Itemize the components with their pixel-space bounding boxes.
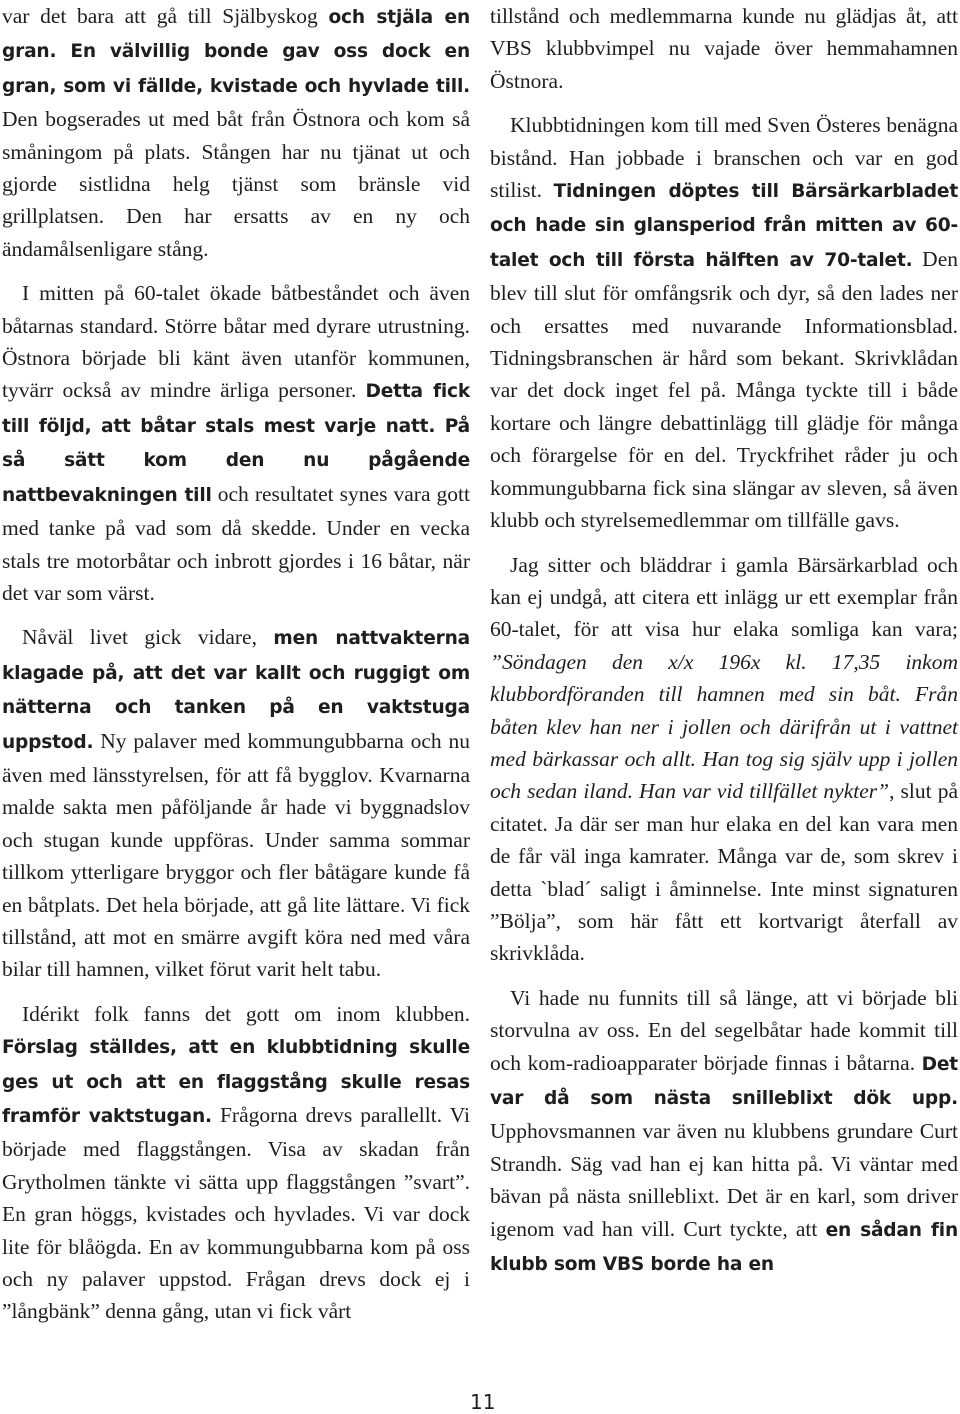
body-text: Nåväl livet gick vidare, <box>22 625 274 650</box>
body-text: , slut på citatet. Ja där ser man hur elaka en del kan vara men de får väl inga kamrater. Många var de, som skrev i detta `blad´ saligt i åminnelse. Inte minst signaturen ”Bölja”, som här fått ett kortvarigt återfall av skrivklåda. <box>490 779 958 966</box>
bold-text: och stjäla en gran. En välvillig bonde gav oss dock en gran, som vi fällde, kvistade och hyvlade till. <box>2 7 470 97</box>
body-text: Vi hade nu funnits till så länge, att vi började bli storvulna av oss. En del segelbåtar hade kommit till och kom-radioapparater började finnas i båtarna. <box>490 985 958 1075</box>
body-text: Idérikt folk fanns det gott om inom klubben. <box>22 1001 470 1026</box>
paragraph <box>490 0 958 97</box>
body-text: Upphovsmannen var även nu klubbens grundare Curt Strandh. Säg vad han ej kan hitta på. Vi väntar med bävan på nästa snilleblixt. Det är en karl, som driver igenom vad han vill. Curt tyckte, att <box>490 1119 958 1241</box>
paragraph <box>490 109 958 536</box>
paragraph <box>2 998 470 1328</box>
body-text: Den bogserades ut med båt från Östnora och kom så småningom på plats. Stången har nu tjänat ut och gjorde sistlidna helg tjänst som bränsle vid grillplatsen. Den har ersatts av en ny och ändamålsenligare stång. <box>2 107 470 261</box>
paragraph <box>2 0 470 265</box>
bold-text: Det var då som nästa snilleblixt dök upp. <box>490 1053 958 1109</box>
paragraph <box>2 277 470 609</box>
body-text: Klubbtidningen kom till med Sven Österes benägna bistånd. Han jobbade i branschen och var en god stilist. <box>490 113 958 203</box>
right-column <box>490 0 958 1293</box>
page-number: 11 <box>470 1390 496 1414</box>
body-text: Den blev till slut för omfångsrik och dyr, så den lades ner och ersattes med nuvarande Informationsblad. Tidningsbranschen är hård som bekant. Skrivklådan var det dock inget fel på. Många tyckte till i både kortare och längre debattinlägg till glädje för många och förargelse för en del. Tryckfrihet råder ju och kommungubbarna fick sina slängar av sleven, så även klubb och styrelsemedlemmar om tillfälle gavs. <box>490 246 958 533</box>
bold-text: men nattvakterna klagade på, att det var kallt och ruggigt om nätterna och tanken på en vaktstuga uppstod. <box>2 628 470 753</box>
paragraph <box>490 549 958 970</box>
bold-text: Tidningen döptes till Bärsärkarbladet och hade sin glansperiod från mitten av 60-talet och till första hälften av 70-talet. <box>490 181 959 271</box>
quoted-text: ”Söndagen den x/x 196x kl. 17,35 inkom klubbordföranden till hamnen med sin båt. Från båten klev han ner i jollen och därifrån ut i vattnet med bärkassar och allt. Han tog sig själv upp i jollen och sedan iland. Han var vid tillfället nykter” <box>490 649 958 804</box>
body-text: Frågorna drevs parallellt. Vi började med flaggstången. Visa av skadan från Grytholmen tänkte vi sätta upp flaggstången ”svart”. En gran höggs, kvistades och hyvlades. Vi var dock lite för blåögda. En av kommungubbarna kom på oss och ny palaver uppstod. Frågan drevs dock ej i ”långbänk” denna gång, utan vi fick vårt <box>2 1103 470 1324</box>
left-column <box>2 0 470 1340</box>
body-text: I mitten på 60-talet ökade båtbeståndet och även båtarnas standard. Större båtar med dyrare utrustning. Östnora började bli känt även utanför kommunen, tyvärr också av mindre ärliga personer. <box>2 281 470 403</box>
body-text: var det bara att gå till Själbyskog <box>2 4 329 28</box>
paragraph <box>2 621 470 985</box>
body-text: Ny palaver med kommungubbarna och nu även med länsstyrelsen, för att få bygglov. Kvarnarna malde sakta men påföljande år hade vi byggnadslov och stugan kunde uppföras. Under samma sommar tillkom ytterligare bryggor och fler båtägare kunde få en båtplats. Det hela började, att gå lite lättare. Vi fick tillstånd, att mot en smärre avgift köra ned med våra bilar till hamnen, vilket förut varit helt tabu. <box>2 728 470 982</box>
bold-text: en sådan fin klubb som VBS borde ha en <box>490 1219 958 1276</box>
bold-text: Förslag ställdes, att en klubbtidning skulle ges ut och att en flaggstång skulle resas framför vaktstugan. <box>2 1037 470 1127</box>
paragraph <box>490 982 958 1282</box>
body-text: Jag sitter och bläddrar i gamla Bärsärkarblad och kan ej undgå, att citera ett inlägg ur ett exemplar från 60-talet, för att visa hur elaka somliga kan vara; <box>490 552 958 642</box>
body-text: tillstånd och medlemmarna kunde nu glädjas åt, att VBS klubbvimpel nu vajade över hemmahamnen Östnora. <box>490 4 958 93</box>
bold-text: Detta fick till följd, att båtar stals mest varje natt. På så sätt kom den nu pågående nattbevakningen till <box>2 381 470 506</box>
body-text: och resultatet synes vara gott med tanke på vad som då skedde. Under en vecka stals tre motorbåtar och inbrott gjordes i 16 båtar, när det var som värst. <box>2 481 470 605</box>
